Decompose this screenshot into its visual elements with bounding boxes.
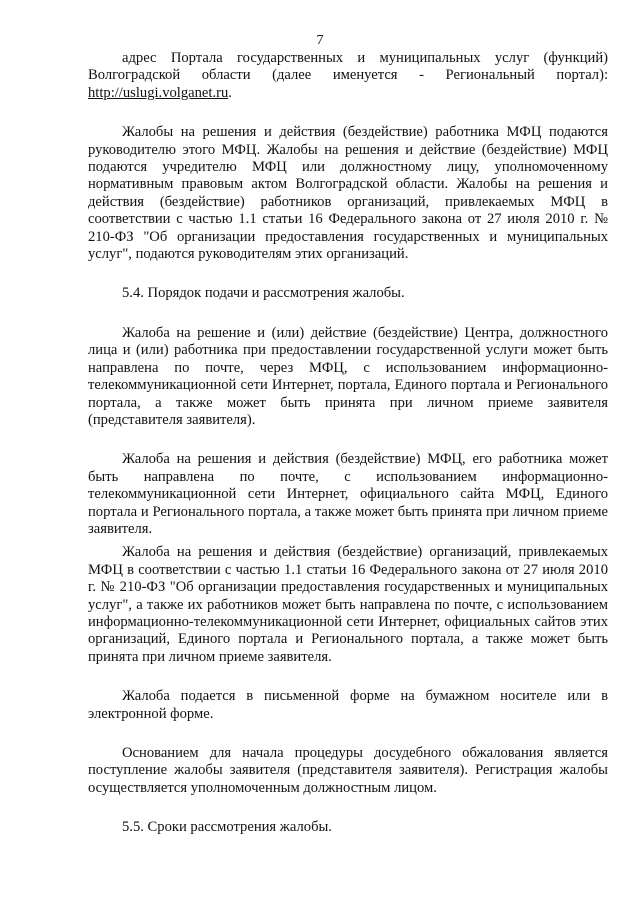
paragraph-portal-address-text: адрес Портала государственных и муниципальных услуг (функций) Волгоградской области (далее именуется - Региональный портал): — [88, 50, 608, 84]
paragraph-center-complaint: Жалоба на решение и (или) действие (бездействие) Центра, должностного лица и (или) работника при предоставлении государственной услуги может быть направлена по почте, через МФЦ, с использованием информационно-телекоммуникационной сети Интернет, портала, Единого портала и Регионального портала, а также может быть принята при личном приеме заявителя (представителя заявителя). — [88, 324, 608, 428]
paragraph-mfc-worker-complaint: Жалоба на решения и действия (бездействие) МФЦ, его работника может быть направлена по почте, с использованием информационно-телекоммуникационной сети Интернет, официального сайта МФЦ, Единого портала и Регионального портала, а также может быть принята при личном приеме заявителя. — [88, 451, 608, 537]
paragraph-complaint-form: Жалоба подается в письменной форме на бумажном носителе или в электронной форме. — [88, 688, 608, 722]
section-heading-5-4: 5.4. Порядок подачи и рассмотрения жалобы. — [122, 285, 405, 302]
paragraph-mfc-complaints: Жалобы на решения и действия (бездействие) работника МФЦ подаются руководителю этого МФЦ. Жалобы на решения и действие (бездействие) МФЦ подаются учредителю МФЦ или должностному лицу, уполномоченному нормативным правовым актом Волгоградской области. Жалобы на решения и действия (бездействие) работников организаций, привлекаемых МФЦ в соответствии с частью 1.1 статьи 16 Федерального закона от 27 июля 2010 г. № 210-ФЗ "Об организации предоставления государственных и муниципальных услуг", подаются руководителям этих организаций. — [88, 124, 608, 263]
section-heading-5-5: 5.5. Сроки рассмотрения жалобы. — [122, 819, 332, 836]
paragraph-organizations-complaint: Жалоба на решения и действия (бездействие) организаций, привлекаемых МФЦ в соответствии с частью 1.1 статьи 16 Федерального закона от 27 июля 2010 г. № 210-ФЗ "Об организации предоставления государственных и муниципальных услуг", а также их работников может быть направлена по почте, с использованием информационно-телекоммуникационной сети Интернет, официальных сайтов этих организаций, Единого портала и Регионального портала, а также может быть принята при личном приеме заявителя. — [88, 544, 608, 665]
page-number: 7 — [316, 33, 324, 48]
paragraph-portal-address-end: . — [228, 84, 232, 101]
document-body — [88, 50, 608, 837]
paragraph-portal-address — [88, 50, 608, 102]
regional-portal-link[interactable]: http://uslugi.volganet.ru — [88, 84, 229, 101]
paragraph-procedure-basis: Основанием для начала процедуры досудебного обжалования является поступление жалобы заявителя (представителя заявителя). Регистрация жалобы осуществляется уполномоченным должностным лицом. — [88, 745, 608, 796]
